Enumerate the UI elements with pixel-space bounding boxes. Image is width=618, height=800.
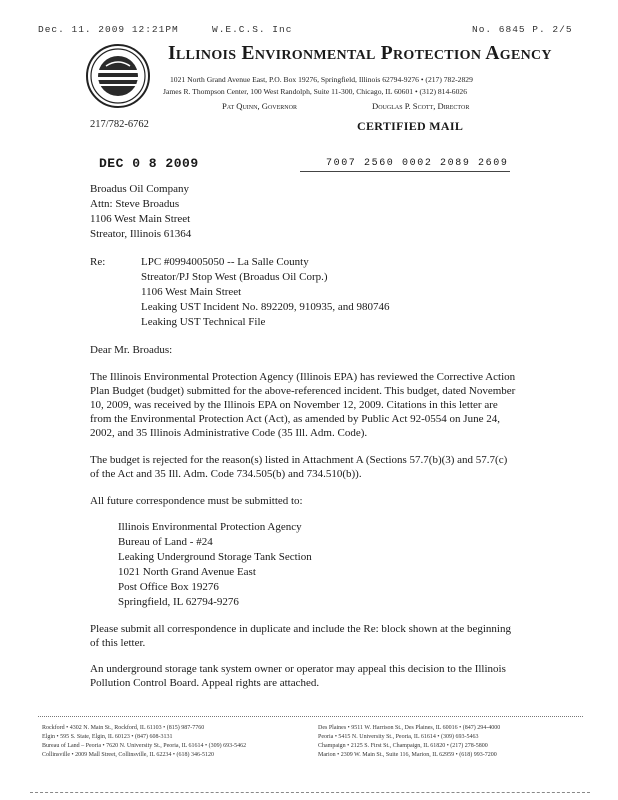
mailing-address-line: Bureau of Land - #24 xyxy=(118,536,213,548)
paragraph-duplicate-line: of this letter. xyxy=(90,637,146,649)
certified-tracking-number: 7007 2560 0002 2089 2609 xyxy=(326,158,509,169)
agency-name: Illinois Environmental Protection Agency xyxy=(168,43,552,64)
recipient-street: 1106 West Main Street xyxy=(90,213,191,225)
paragraph-review-line: from the Environmental Protection Act (Act), as amended by Public Act 92-0554 on June 24, xyxy=(90,413,500,425)
mailing-address-line: 1021 North Grand Avenue East xyxy=(118,566,256,578)
paragraph-review-line: The Illinois Environmental Protection Agency (Illinois EPA) has reviewed the Corrective Action xyxy=(90,371,516,383)
certified-mail-label: CERTIFIED MAIL xyxy=(357,119,464,133)
paragraph-review-line: 2002, and 35 Illinois Administrative Code (35 Ill. Adm. Code). xyxy=(90,427,368,439)
footer-office-address: Marion • 2309 W. Main St., Suite 116, Marion, IL 62959 • (618) 993-7200 xyxy=(318,752,497,758)
recipient-attention: Attn: Steve Broadus xyxy=(90,198,180,210)
footer-office-address: Champaign • 2125 S. First St., Champaign, IL 61820 • (217) 278-5800 xyxy=(318,743,488,749)
state-seal-icon xyxy=(86,44,150,108)
salutation: Dear Mr. Broadus: xyxy=(90,344,173,356)
mailing-address-line: Leaking Underground Storage Tank Section xyxy=(118,551,312,563)
director-name: Douglas P. Scott, Director xyxy=(372,101,470,111)
fax-page-number: No. 6845 P. 2/5 xyxy=(472,24,573,35)
footer-office-address: Collinsville • 2009 Mall Street, Collinsville, IL 62234 • (618) 346-5120 xyxy=(42,752,214,758)
footer-office-address: Peoria • 5415 N. University St., Peoria, IL 61614 • (309) 693-5463 xyxy=(318,734,479,740)
re-incident-numbers: Leaking UST Incident No. 892209, 910935, and 980746 xyxy=(141,301,390,313)
paragraph-review-line: 10, 2009, was received by the Illinois EPA on November 12, 2009. Citations in this letter are xyxy=(90,399,498,411)
paragraph-rejection-line: The budget is rejected for the reason(s) listed in Attachment A (Sections 57.7(b)(3) and 57.7(c) xyxy=(90,454,508,466)
footer-divider xyxy=(38,716,583,717)
agency-address-springfield: 1021 North Grand Avenue East, P.O. Box 19276, Springfield, Illinois 62794-9276 • (217) 782-2829 xyxy=(170,75,473,84)
paragraph-appeal-line: An underground storage tank system owner or operator may appeal this decision to the Illinois xyxy=(90,663,506,675)
page-bottom-rule xyxy=(30,792,590,793)
tracking-underline xyxy=(300,171,510,172)
footer-office-address: Bureau of Land – Peoria • 7620 N. University St., Peoria, IL 61614 • (309) 693-5462 xyxy=(42,743,247,749)
re-file-type: Leaking UST Technical File xyxy=(141,316,266,328)
mailing-address-line: Illinois Environmental Protection Agency xyxy=(118,521,302,533)
mailing-address-line: Post Office Box 19276 xyxy=(118,581,219,593)
mailing-address-line: Springfield, IL 62794-9276 xyxy=(118,596,239,608)
fax-company: W.E.C.S. Inc xyxy=(212,24,293,35)
paragraph-appeal-line: Pollution Control Board. Appeal rights are attached. xyxy=(90,677,320,689)
agency-address-chicago: James R. Thompson Center, 100 West Randolph, Suite 11-300, Chicago, IL 60601 • (312) 814-6026 xyxy=(163,87,467,96)
re-site-name: Streator/PJ Stop West (Broadus Oil Corp.) xyxy=(141,271,328,283)
paragraph-review-line: Plan Budget (budget) submitted for the above-referenced incident. This budget, dated November xyxy=(90,385,516,397)
recipient-city: Streator, Illinois 61364 xyxy=(90,228,192,240)
paragraph-duplicate-line: Please submit all correspondence in duplicate and include the Re: block shown at the beginning xyxy=(90,623,511,635)
re-site-street: 1106 West Main Street xyxy=(141,286,242,298)
paragraph-correspondence: All future correspondence must be submitted to: xyxy=(90,495,303,507)
footer-office-address: Rockford • 4302 N. Main St., Rockford, IL 61103 • (815) 987-7760 xyxy=(42,725,205,731)
footer-office-address: Elgin • 595 S. State, Elgin, IL 60123 • (847) 608-3131 xyxy=(42,734,173,740)
recipient-company: Broadus Oil Company xyxy=(90,183,189,195)
fax-date-time: Dec. 11. 2009 12:21PM xyxy=(38,24,179,35)
governor-name: Pat Quinn, Governor xyxy=(222,101,297,111)
footer-office-address: Des Plaines • 9511 W. Harrison St., Des Plaines, IL 60016 • (847) 294-4000 xyxy=(318,725,501,731)
date-stamp: DEC 0 8 2009 xyxy=(99,156,199,171)
re-lpc-number: LPC #0994005050 -- La Salle County xyxy=(141,256,309,268)
contact-phone: 217/782-6762 xyxy=(90,119,149,130)
paragraph-rejection-line: of the Act and 35 Ill. Adm. Code 734.505(b) and 734.510(b)). xyxy=(90,468,362,480)
re-label: Re: xyxy=(90,256,106,268)
